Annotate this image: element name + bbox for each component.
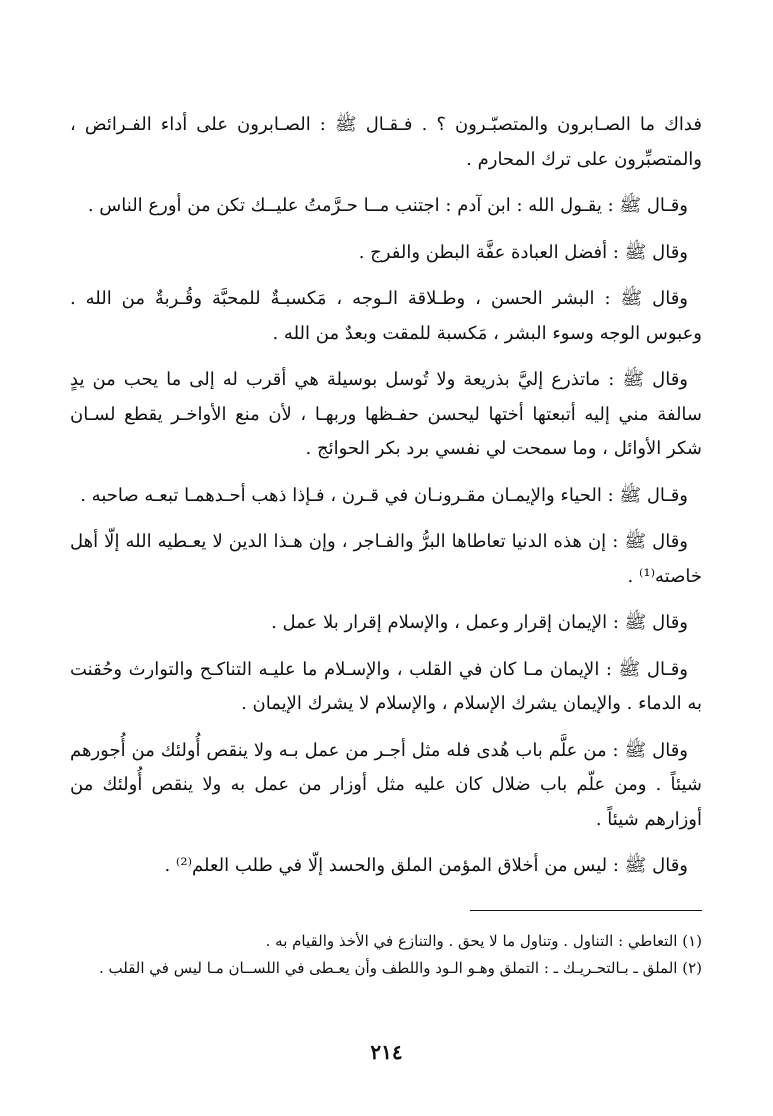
paragraph-11: وقال ﷺ : ليس من أخلاق المؤمن الملق والحسد إلّا في طلب العلم⁽²⁾ . xyxy=(164,855,688,876)
paragraph-6: وقـال ﷺ : الحياء والإيمـان مقـرونـان في قـرن ، فـإذا ذهب أحـدهمـا تبعـه صاحبه . xyxy=(80,484,688,506)
main-text xyxy=(70,108,702,896)
paragraph-2: وقـال ﷺ : يقـول الله : ابن آدم : اجتنب مــا حـرَّمتُ عليــك تكن من أورع الناس . xyxy=(87,195,688,216)
footnote-2: (٢) الملق ـ بـالتحـريـك ـ : التملق وهـو الـود واللطف وأن يعـطى في اللســان مـا ليس في القلب . xyxy=(98,959,702,977)
footnote-divider xyxy=(470,910,702,911)
paragraph-7: وقال ﷺ : إن هذه الدنيا تعاطاها البرُّ والفـاجر ، وإن هـذا الدين لا يعـطيه الله إلّا أهل خاصته⁽¹⁾ . xyxy=(70,531,702,587)
paragraph-1: فداك ما الصـابرون والمتصبّـرون ؟ . فـقـال ﷺ : الصـابرون على أداء الفـرائض ، والمتصبِّرون على ترك المحارم . xyxy=(70,114,702,170)
footnotes xyxy=(70,930,702,984)
footnote-1: (١) التعاطي : التناول . وتناول ما لا يحق . والتنازع في الأخذ والقيام به . xyxy=(265,932,702,950)
paragraph-10: وقال ﷺ : من علَّم باب هُدى فله مثل أجـر من عمل بـه ولا ينقص أُولئك من أُجورهم شيئاً . ومن علّم باب ضلال كان عليه مثل أوزار من عمل به ولا ينقص أُولئك من أوزارهم شيئاً . xyxy=(70,739,702,830)
paragraph-5: وقال ﷺ : ماتذرع إليَّ بذريعة ولا تُوسل بوسيلة هي أقرب له إلى ما يحب من يدٍ سالفة مني إليه أتبعتها أختها ليحسن حفـظها وربهـا ، لأن منع الأواخـر يقطع لسـان شكر الأوائل ، وما سمحت لي نفسي برد بكر الحوائج . xyxy=(70,369,702,459)
page-number: ٢١٤ xyxy=(370,1040,403,1064)
paragraph-8: وقال ﷺ : الإيمان إقرار وعمل ، والإسلام إقرار بلا عمل . xyxy=(271,612,688,633)
paragraph-9: وقـال ﷺ : الإيمان مـا كان في القلب ، والإسـلام ما عليـه التناكـح والتوارث وحُقنت به الدماء . والإيمان يشرك الإسلام ، والإسلام لا يشرك الإيمان . xyxy=(70,658,702,714)
paragraph-3: وقال ﷺ : أفضل العبادة عفَّة البطن والفرج . xyxy=(358,241,688,263)
paragraph-4: وقال ﷺ : البشر الحسن ، وطـلاقة الـوجه ، مَكسبـةٌ للمحبَّة وقُـربةٌ من الله . وعبوس الوجه وسوء البشر ، مَكسبة للمقت وبعدٌ من الله . xyxy=(70,288,702,344)
